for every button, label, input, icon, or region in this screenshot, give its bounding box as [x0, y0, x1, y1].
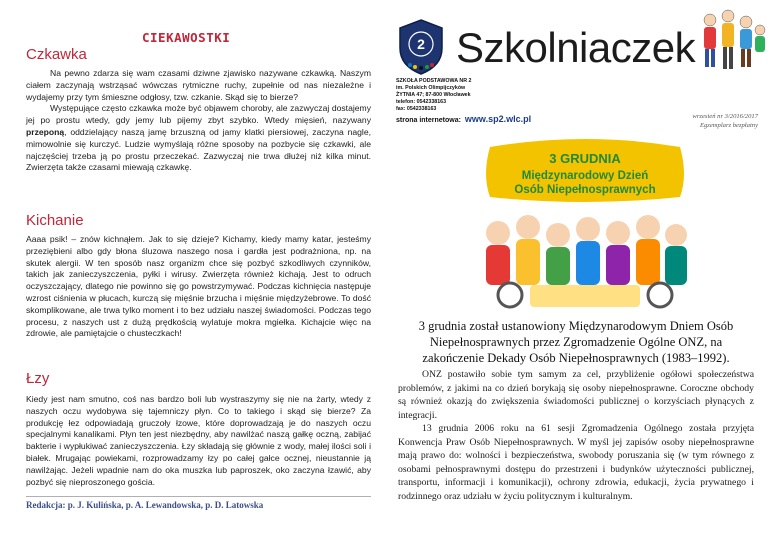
website-line	[396, 114, 531, 124]
article-czkawka	[26, 68, 371, 174]
masthead-title: Szkolniaczek	[456, 24, 696, 71]
disability-day-poster	[470, 135, 700, 313]
website-link[interactable]: www.sp2.wlc.pl	[464, 114, 532, 124]
bold-term: przeponą	[26, 126, 65, 137]
logo-number: 2	[417, 36, 425, 52]
school-fax: fax: 0542338163	[396, 106, 437, 112]
article-lzy	[26, 394, 371, 488]
school-phone: telefon: 0542338163	[396, 99, 447, 105]
poster-line-2: Międzynarodowy Dzień	[521, 170, 649, 182]
poster-date: 3 GRUDNIA	[549, 151, 621, 166]
heading-czkawka: Czkawka	[26, 46, 87, 63]
section-label: CIEKAWOSTKI	[142, 30, 231, 45]
children-illustration	[698, 4, 766, 76]
school-address	[396, 78, 546, 113]
free-copy-label: Egzemplarz bezpłatny	[699, 122, 758, 129]
lead-paragraph: 3 grudnia został ustanowiony Międzynarodowym Dniem Osób Niepełnosprawnych przez Zgromadzenie Ogólne ONZ, na zakończenie Dekady Osób Niepełnosprawnych (1983–1992).	[418, 319, 734, 365]
editors-footer: Redakcja: p. J. Kulińska, p. A. Lewandowska, p. D. Latowska	[26, 496, 371, 510]
czkawka-paragraph-1: Na pewno zdarza się wam czasami dziwne zjawisko nazywane czkawką. Naszym ciałem zaczynają wstrząsać wówczas rytmiczne ruchy, zupełnie od nas niezależne i wydajemy przy tym śmieszne odgłosy, tzw. czkanie. Skąd się to bierze?	[26, 68, 371, 102]
issue-number: wrzesień nr 3/2016/2017	[692, 113, 758, 120]
school-street: ŻYTNIA 47; 87-800 Włocławek	[396, 92, 471, 98]
poster-line-3: Osób Niepełnosprawnych	[514, 184, 656, 196]
disability-paragraph-1: ONZ postawiło sobie tym samym za cel, przybliżenie ogółowi społeczeństwa problemów, z jakimi na co dzień borykają się osoby niepełnosprawne. Coroczne obchody są również okazją do zwiększenia świadomości publicznej o korzyściach płynących z integracji.	[398, 369, 754, 421]
heading-kichanie: Kichanie	[26, 212, 84, 229]
edition-info	[646, 112, 758, 130]
article-disability-day	[398, 368, 754, 503]
right-column	[384, 0, 768, 543]
czkawka-paragraph-2: Występujące często czkawka może być objawem choroby, ale zazwyczaj dostajemy jej po prostu wtedy, gdy jemy lub pijemy zbyt szybko. Wtedy mięsień, nazywany przeponą, oddzielający naszą jamę brzuszną od jamy klatki piersiowej, zaczyna nagle, mimowolnie się kurczyć. Ludzie wymyślają różne sposoby na pozbycie się czkawki, ale najczęściej trzeba ją po prostu przeczekać. Zazwyczaj nie trwa dłużej niż kilka minut. Zwierzęta także czasami miewają czkawkę.	[26, 103, 371, 173]
heading-lzy: Łzy	[26, 370, 50, 387]
school-logo	[398, 18, 444, 76]
website-label: strona internetowa:	[396, 117, 461, 124]
disability-paragraph-2: 13 grudnia 2006 roku na 61 sesji Zgromadzenia Ogólnego została przyjęta Konwencja Praw Osób Niepełnosprawnych. W myśl jej zapisów osoby niepełnosprawne mają prawo do: wolności i bezpieczeństwa, swobody poruszania się (w tym równego z osobami pełnosprawnymi dostępu do przestrzeni i budynków użyteczności publicznej, transportu, informacji i komunikacji), ochrony zdrowia, edukacji, życia prywatnego i rodzinnego oraz udziału w życiu politycznym i kulturalnym.	[398, 423, 754, 502]
school-patron: im. Polskich Olimpijczyków	[396, 85, 466, 91]
school-name: SZKOŁA PODSTAWOWA NR 2	[396, 78, 472, 84]
article-kichanie	[26, 234, 371, 340]
lzy-paragraph: Kiedy jest nam smutno, coś nas bardzo boli lub wystraszymy się nie na żarty, wtedy z naszych oczu wydobywa się tajemniczy płyn. Co to takiego i skąd się bierze? Za produkcję łez odpowiadają gruczoły łzowe, które doprowadzają je do naszych oczu specjalnymi kanalikami. Płyn ten jest niezbędny, aby nawilżać naszą gałkę oczną, zabijać bakterie i wypłukiwać zanieczyszczenia. Łzy składają się głównie z wody, małej ilości soli i białek. Mrugając powiekami, rozprowadzamy łzy po całej gałce ocznej, nieustannie ją nawilżając. Jeżeli wpadnie nam do oka muszka lub paproszek, oko zaczyna łzawić, aby pozbyć się nieproszonego gościa.	[26, 394, 371, 487]
kichanie-paragraph: Aaaa psik! – znów kichnąłem. Jak to się dzieje? Kichamy, kiedy mamy katar, jesteśmy przeziębieni albo gdy błona śluzowa naszego nosa i gardła jest podrażniona, np. na skutek alergii. W ten sposób nasz organizm chce się pozbyć szkodliwych czynników, takich jak zanieczyszczenia, pyłki i wirusy. Zwierzęta również kichają. Jest to odruch oczyszczający, dlatego nie powinno się go powstrzymywać. Podczas kichnięcia następuje wzrost ciśnienia w płucach, kurczą się mięśnie brzucha i mięśnie międzyżebrowe. To dość skomplikowane, ale trwa tylko moment i to bez udziału naszej świadomości. Podczas tego procesu, z naszych ust z dużą prędkością wylatuje mokra mgiełka. Kichajcie więc na zdrowie, ale pamiętajcie o chusteczkach!	[26, 234, 371, 339]
